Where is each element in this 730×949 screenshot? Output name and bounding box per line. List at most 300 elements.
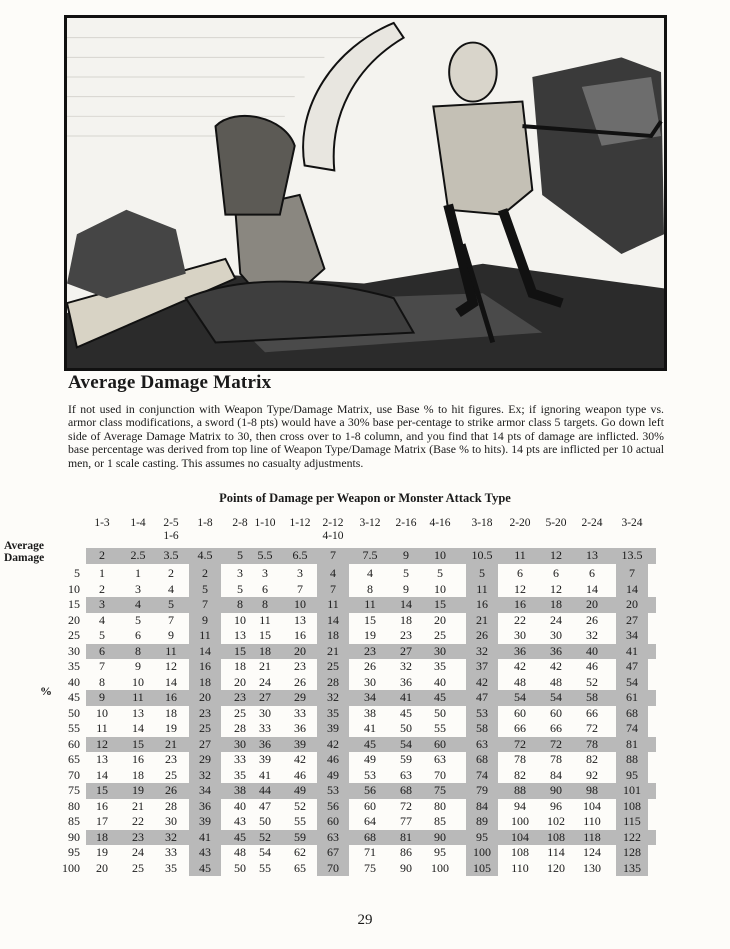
column-header-range: 1-4 [130, 517, 146, 529]
damage-cell: 15 [259, 628, 271, 642]
column-header-range: 2-5 [163, 517, 179, 529]
column-header-range: 5-20 [545, 517, 567, 529]
damage-cell: 58 [476, 721, 488, 735]
column-header-alt-range: 1-6 [163, 530, 179, 542]
row-percent-label: 5 [74, 566, 80, 580]
row-percent-label: 60 [68, 736, 80, 751]
damage-cell: 100 [473, 845, 491, 859]
row-percent-label: 100 [62, 860, 80, 875]
damage-cell: 48 [550, 674, 562, 689]
damage-cell: 115 [623, 814, 641, 828]
damage-cell: 3 [237, 566, 243, 580]
damage-cell: 25 [434, 628, 446, 642]
damage-cell: 7 [629, 566, 635, 580]
damage-cell: 25 [132, 860, 144, 875]
damage-cell: 22 [132, 814, 144, 828]
damage-cell: 63 [327, 829, 339, 844]
damage-cell: 50 [400, 721, 412, 735]
damage-cell: 33 [294, 705, 306, 720]
row-percent-label: 85 [68, 814, 80, 828]
damage-cell: 11 [327, 597, 339, 611]
damage-cell: 43 [234, 814, 246, 828]
damage-cell: 68 [476, 752, 488, 766]
damage-cell: 26 [294, 674, 306, 689]
battle-illustration [64, 15, 667, 371]
row-percent-label: 30 [68, 643, 80, 658]
damage-cell: 12 [96, 736, 108, 751]
damage-cell: 18 [165, 705, 177, 720]
damage-cell: 8 [262, 597, 268, 611]
average-damage-cell: 6.5 [292, 548, 308, 562]
damage-cell: 44 [259, 783, 271, 797]
row-percent-label: 95 [68, 845, 80, 859]
damage-cell: 95 [476, 829, 488, 844]
damage-cell: 20 [626, 597, 638, 611]
damage-cell: 22 [514, 612, 526, 627]
damage-cell: 64 [364, 814, 376, 828]
damage-cell: 70 [327, 860, 339, 875]
average-damage-cell: 10 [434, 548, 446, 562]
damage-cell: 6 [135, 628, 141, 642]
section-title: Average Damage Matrix [68, 372, 272, 393]
column-header-range: 3-12 [359, 517, 381, 529]
damage-cell: 60 [434, 736, 446, 751]
damage-cell: 40 [434, 674, 446, 689]
damage-cell: 4 [135, 597, 141, 611]
damage-cell: 36 [550, 643, 562, 658]
damage-cell: 19 [364, 628, 376, 642]
damage-cell: 32 [199, 767, 211, 782]
damage-cell: 23 [199, 705, 211, 720]
damage-cell: 19 [96, 845, 108, 859]
damage-cell: 45 [434, 690, 446, 704]
damage-cell: 32 [327, 690, 339, 704]
damage-cell: 54 [514, 690, 526, 704]
damage-cell: 30 [234, 736, 246, 751]
damage-cell: 42 [294, 752, 306, 766]
damage-cell: 130 [583, 860, 601, 875]
damage-cell: 48 [234, 845, 246, 859]
damage-cell: 17 [96, 814, 108, 828]
damage-cell: 65 [294, 860, 306, 875]
damage-cell: 6 [589, 566, 595, 580]
damage-cell: 21 [259, 659, 271, 673]
damage-cell: 72 [514, 736, 526, 751]
damage-cell: 37 [476, 659, 488, 673]
damage-cell: 84 [550, 767, 562, 782]
damage-cell: 40 [586, 643, 598, 658]
damage-cell: 30 [165, 814, 177, 828]
damage-cell: 2 [99, 581, 105, 596]
damage-cell: 27 [199, 736, 211, 751]
damage-cell: 26 [165, 783, 177, 797]
damage-cell: 14 [165, 674, 177, 689]
damage-cell: 29 [199, 752, 211, 766]
damage-cell: 5 [99, 628, 105, 642]
damage-cell: 10 [294, 597, 306, 611]
damage-cell: 9 [202, 612, 208, 627]
damage-cell: 19 [165, 721, 177, 735]
damage-cell: 55 [294, 814, 306, 828]
damage-cell: 21 [327, 643, 339, 658]
damage-cell: 110 [583, 814, 601, 828]
damage-cell: 18 [132, 767, 144, 782]
damage-cell: 45 [400, 705, 412, 720]
damage-cell: 36 [199, 798, 211, 813]
column-header-range: 4-16 [429, 517, 451, 529]
damage-cell: 8 [237, 597, 243, 611]
damage-cell: 56 [327, 798, 339, 813]
damage-cell: 75 [434, 783, 446, 797]
column-header-range: 1-3 [94, 517, 110, 529]
damage-cell: 8 [367, 581, 373, 596]
damage-cell: 6 [262, 581, 268, 596]
damage-cell: 49 [364, 752, 376, 766]
damage-cell: 81 [400, 829, 412, 844]
damage-cell: 48 [514, 674, 526, 689]
damage-cell: 80 [434, 798, 446, 813]
damage-cell: 28 [234, 721, 246, 735]
damage-cell: 16 [165, 690, 177, 704]
row-percent-label: 20 [68, 612, 80, 627]
damage-cell: 5 [135, 612, 141, 627]
damage-cell: 18 [400, 612, 412, 627]
damage-cell: 27 [259, 690, 271, 704]
damage-cell: 14 [626, 581, 638, 596]
row-percent-label: 75 [68, 783, 80, 797]
damage-cell: 21 [165, 736, 177, 751]
damage-cell: 23 [400, 628, 412, 642]
damage-cell: 90 [434, 829, 446, 844]
damage-cell: 63 [434, 752, 446, 766]
damage-cell: 81 [626, 736, 638, 751]
damage-cell: 11 [364, 597, 376, 611]
damage-cell: 100 [431, 860, 449, 875]
damage-cell: 42 [327, 736, 339, 751]
damage-cell: 26 [364, 659, 376, 673]
column-header-range: 3-18 [471, 517, 493, 529]
damage-cell: 36 [294, 721, 306, 735]
damage-cell: 62 [294, 845, 306, 859]
damage-cell: 63 [400, 767, 412, 782]
damage-cell: 8 [99, 674, 105, 689]
damage-cell: 72 [586, 721, 598, 735]
damage-cell: 58 [586, 690, 598, 704]
row-percent-label: 65 [68, 752, 80, 766]
damage-cell: 70 [434, 767, 446, 782]
damage-cell: 12 [514, 581, 526, 596]
damage-cell: 43 [199, 845, 211, 859]
row-percent-label: 35 [68, 659, 80, 673]
damage-cell: 39 [327, 721, 339, 735]
damage-cell: 104 [511, 829, 529, 844]
damage-cell: 18 [96, 829, 108, 844]
damage-cell: 56 [364, 783, 376, 797]
damage-cell: 18 [199, 674, 211, 689]
damage-cell: 9 [135, 659, 141, 673]
damage-cell: 18 [550, 597, 562, 611]
damage-cell: 3 [262, 566, 268, 580]
damage-cell: 54 [400, 736, 412, 751]
damage-cell: 79 [476, 783, 488, 797]
damage-cell: 15 [234, 643, 246, 658]
damage-cell: 52 [586, 674, 598, 689]
damage-cell: 23 [132, 829, 144, 844]
damage-cell: 16 [514, 597, 526, 611]
damage-cell: 35 [165, 860, 177, 875]
damage-cell: 23 [165, 752, 177, 766]
damage-cell: 105 [473, 860, 491, 875]
damage-cell: 60 [327, 814, 339, 828]
damage-cell: 11 [165, 643, 177, 658]
damage-cell: 13 [294, 612, 306, 627]
damage-cell: 95 [626, 767, 638, 782]
damage-cell: 35 [434, 659, 446, 673]
damage-cell: 78 [550, 752, 562, 766]
damage-cell: 40 [234, 798, 246, 813]
damage-cell: 28 [327, 674, 339, 689]
average-damage-cell: 7 [330, 548, 336, 562]
damage-cell: 50 [259, 814, 271, 828]
column-header [538, 517, 574, 530]
damage-cell: 25 [234, 705, 246, 720]
damage-cell: 61 [626, 690, 638, 704]
damage-cell: 4 [168, 581, 174, 596]
damage-cell: 94 [514, 798, 526, 813]
damage-cell: 14 [400, 597, 412, 611]
damage-cell: 9 [403, 581, 409, 596]
damage-cell: 66 [586, 705, 598, 720]
damage-cell: 53 [364, 767, 376, 782]
row-percent-label: 10 [68, 581, 80, 596]
damage-cell: 124 [583, 845, 601, 859]
damage-cell: 7 [99, 659, 105, 673]
row-percent-label: 55 [68, 721, 80, 735]
damage-cell: 39 [259, 752, 271, 766]
damage-cell: 14 [132, 721, 144, 735]
damage-cell: 6 [99, 643, 105, 658]
damage-cell: 108 [511, 845, 529, 859]
damage-cell: 114 [547, 845, 565, 859]
damage-cell: 6 [517, 566, 523, 580]
damage-cell: 26 [476, 628, 488, 642]
damage-cell: 39 [199, 814, 211, 828]
damage-cell: 46 [327, 752, 339, 766]
damage-cell: 16 [476, 597, 488, 611]
damage-cell: 52 [294, 798, 306, 813]
damage-cell: 7 [297, 581, 303, 596]
damage-cell: 45 [364, 736, 376, 751]
damage-cell: 78 [514, 752, 526, 766]
damage-cell: 9 [168, 628, 174, 642]
damage-cell: 15 [132, 736, 144, 751]
damage-cell: 42 [550, 659, 562, 673]
damage-cell: 20 [434, 612, 446, 627]
damage-cell: 13 [234, 628, 246, 642]
column-header [84, 517, 120, 530]
row-percent-label: 90 [68, 829, 80, 844]
damage-cell: 4 [99, 612, 105, 627]
damage-cell: 47 [259, 798, 271, 813]
average-damage-cell: 11 [514, 548, 526, 562]
damage-cell: 5 [403, 566, 409, 580]
average-damage-cell: 5.5 [257, 548, 273, 562]
damage-cell: 30 [434, 643, 446, 658]
column-header-range: 2-16 [395, 517, 417, 529]
damage-cell: 95 [434, 845, 446, 859]
damage-cell: 15 [96, 783, 108, 797]
damage-cell: 24 [259, 674, 271, 689]
column-header-range: 3-24 [621, 517, 643, 529]
damage-cell: 35 [234, 767, 246, 782]
damage-cell: 25 [199, 721, 211, 735]
damage-cell: 53 [476, 705, 488, 720]
damage-cell: 63 [476, 736, 488, 751]
damage-cell: 52 [259, 829, 271, 844]
column-header-range: 2-12 [322, 517, 344, 529]
knights-battle-drawing [67, 18, 664, 368]
damage-cell: 36 [259, 736, 271, 751]
damage-cell: 4 [367, 566, 373, 580]
damage-cell: 68 [626, 705, 638, 720]
damage-cell: 23 [234, 690, 246, 704]
damage-cell: 98 [586, 783, 598, 797]
damage-cell: 50 [234, 860, 246, 875]
explanation-paragraph: If not used in conjunction with Weapon Type/Damage Matrix, use Base % to hit figures. Ex; if ignoring weapon type vs. armor class modifications, a sword (1-8 pts) would have a 30% base per-centage to strike armor class 5 targets. Go down left side of Average Damage Matrix to 30, then cross over to 1-8 column, and you find that 14 pts of damage are inflicted. 30% base percentage was derived from top line of Weapon Type/Damage Matrix (Base % to hits). 14 pts are inflicted per 10 actual men, or 1 scale casting. This assumes no casualty adjustments. [68, 402, 664, 470]
damage-cell: 36 [400, 674, 412, 689]
damage-cell: 14 [586, 581, 598, 596]
damage-cell: 90 [400, 860, 412, 875]
damage-cell: 30 [514, 628, 526, 642]
damage-cell: 6 [553, 566, 559, 580]
damage-cell: 20 [96, 860, 108, 875]
damage-cell: 75 [364, 860, 376, 875]
row-percent-label: 50 [68, 705, 80, 720]
damage-cell: 27 [400, 643, 412, 658]
damage-cell: 49 [294, 783, 306, 797]
damage-cell: 3 [135, 581, 141, 596]
damage-cell: 20 [199, 690, 211, 704]
damage-cell: 1 [99, 566, 105, 580]
damage-cell: 47 [626, 659, 638, 673]
damage-cell: 67 [327, 845, 339, 859]
damage-cell: 7 [330, 581, 336, 596]
damage-cell: 32 [476, 643, 488, 658]
column-header-range: 1-12 [289, 517, 311, 529]
damage-cell: 30 [550, 628, 562, 642]
damage-cell: 49 [327, 767, 339, 782]
damage-cell: 21 [132, 798, 144, 813]
damage-cell: 23 [364, 643, 376, 658]
column-header [120, 517, 156, 530]
damage-cell: 102 [547, 814, 565, 828]
damage-cell: 135 [623, 860, 641, 875]
damage-cell: 47 [476, 690, 488, 704]
average-damage-cell: 2.5 [130, 548, 146, 562]
damage-cell: 18 [259, 643, 271, 658]
damage-cell: 33 [165, 845, 177, 859]
damage-cell: 18 [327, 628, 339, 642]
damage-cell: 104 [583, 798, 601, 813]
column-header [502, 517, 538, 530]
damage-cell: 59 [400, 752, 412, 766]
damage-cell: 122 [623, 829, 641, 844]
row-percent-label: 40 [68, 674, 80, 689]
damage-cell: 50 [434, 705, 446, 720]
average-damage-cell: 10.5 [471, 548, 493, 562]
column-header [614, 517, 650, 530]
damage-cell: 34 [364, 690, 376, 704]
damage-cell: 60 [514, 705, 526, 720]
row-axis-label [4, 540, 44, 564]
damage-cell: 108 [623, 798, 641, 813]
damage-cell: 1 [135, 566, 141, 580]
damage-cell: 88 [514, 783, 526, 797]
damage-cell: 55 [434, 721, 446, 735]
damage-cell: 41 [400, 690, 412, 704]
damage-cell: 34 [626, 628, 638, 642]
average-damage-cell: 7.5 [362, 548, 378, 562]
row-percent-label: 45 [68, 690, 80, 704]
damage-cell: 20 [586, 597, 598, 611]
damage-cell: 11 [96, 721, 108, 735]
damage-cell: 84 [476, 798, 488, 813]
damage-cell: 16 [132, 752, 144, 766]
percent-sign: % [40, 684, 52, 698]
column-header [574, 517, 610, 530]
damage-cell: 10 [434, 581, 446, 596]
damage-cell: 30 [364, 674, 376, 689]
damage-cell: 46 [586, 659, 598, 673]
damage-cell: 29 [294, 690, 306, 704]
column-header [464, 517, 500, 530]
damage-cell: 38 [234, 783, 246, 797]
damage-cell: 101 [623, 783, 641, 797]
row-percent-label: 70 [68, 767, 80, 782]
damage-cell: 5 [237, 581, 243, 596]
damage-cell: 20 [234, 674, 246, 689]
damage-cell: 89 [476, 814, 488, 828]
column-header-range: 2-20 [509, 517, 531, 529]
column-header [388, 517, 424, 530]
column-header-range: 1-10 [254, 517, 276, 529]
damage-cell: 68 [400, 783, 412, 797]
damage-cell: 3 [297, 566, 303, 580]
damage-cell: 66 [550, 721, 562, 735]
damage-cell: 30 [259, 705, 271, 720]
damage-cell: 60 [364, 798, 376, 813]
damage-cell: 33 [234, 752, 246, 766]
row-percent-label: 25 [68, 628, 80, 642]
damage-cell: 71 [364, 845, 376, 859]
damage-cell: 14 [96, 767, 108, 782]
damage-cell: 28 [165, 798, 177, 813]
damage-cell: 15 [364, 612, 376, 627]
damage-cell: 72 [550, 736, 562, 751]
damage-cell: 53 [327, 783, 339, 797]
damage-cell: 16 [294, 628, 306, 642]
damage-cell: 4 [330, 566, 336, 580]
damage-cell: 110 [511, 860, 529, 875]
damage-cell: 54 [259, 845, 271, 859]
damage-cell: 15 [434, 597, 446, 611]
damage-cell: 23 [294, 659, 306, 673]
damage-cell: 25 [165, 767, 177, 782]
damage-cell: 38 [364, 705, 376, 720]
damage-cell: 13 [132, 705, 144, 720]
damage-cell: 118 [583, 829, 601, 844]
damage-cell: 25 [327, 659, 339, 673]
